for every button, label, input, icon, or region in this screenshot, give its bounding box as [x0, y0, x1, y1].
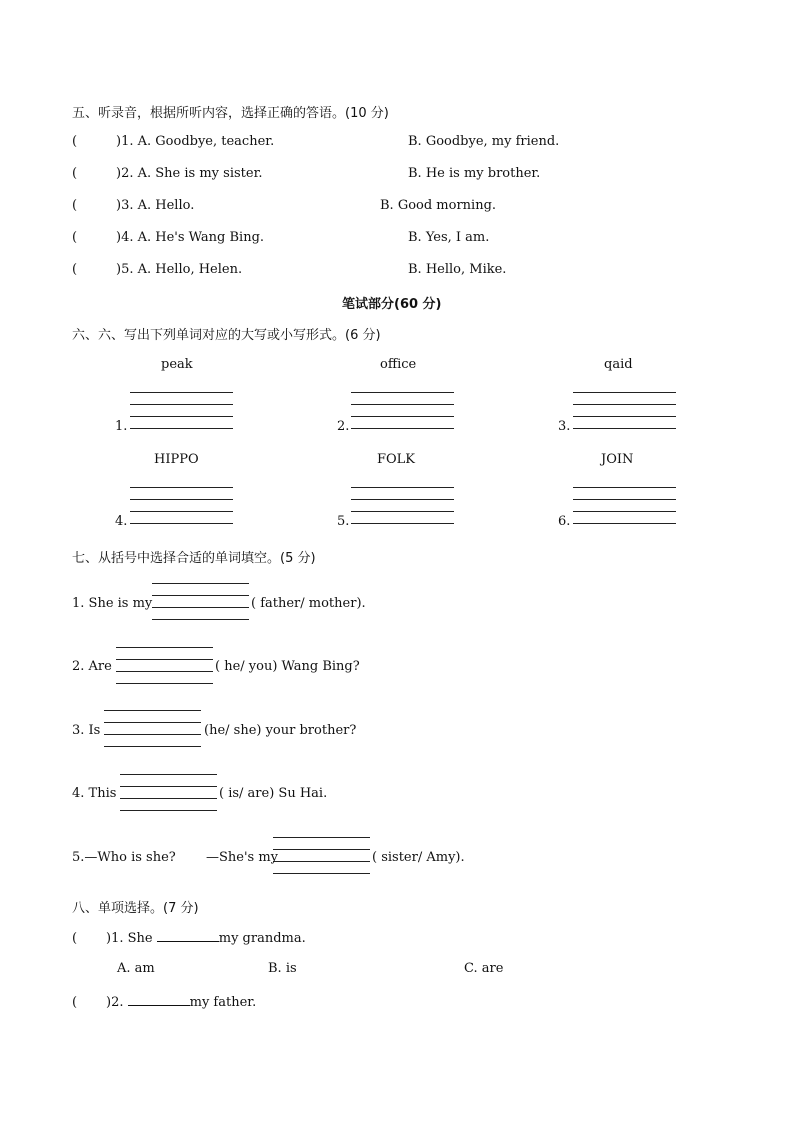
writing-line[interactable] [130, 523, 233, 524]
answer-blank[interactable] [157, 929, 219, 942]
answer-paren[interactable]: ( [72, 134, 78, 149]
writing-line [351, 487, 454, 488]
fill-blank-1-choices: ( father/ mother). [251, 596, 366, 611]
writing-line [116, 647, 213, 648]
writing-line [152, 619, 249, 620]
writing-line [130, 499, 233, 500]
writing-line[interactable] [120, 798, 217, 799]
option-a: A. Hello, Helen. [137, 262, 243, 277]
writing-line[interactable] [104, 734, 201, 735]
option-a: A. Goodbye, teacher. [137, 134, 275, 149]
item-number: 6. [558, 514, 571, 529]
item-number: )5. [116, 262, 134, 277]
fill-blank-2-text: 2. Are [72, 659, 112, 674]
writing-line [351, 511, 454, 512]
item-number: )1. [106, 931, 124, 946]
answer-paren[interactable]: ( [72, 931, 78, 946]
item-number: 2. [337, 419, 350, 434]
answer-paren[interactable]: ( [72, 198, 78, 213]
writing-line [351, 404, 454, 405]
writing-line[interactable] [130, 428, 233, 429]
word-folk: FOLK [377, 452, 416, 467]
word-hippo: HIPPO [154, 452, 199, 467]
listening-item-1 [72, 134, 274, 149]
fill-blank-5-text: —She's my [206, 850, 279, 865]
item-number: 4. [115, 514, 128, 529]
item-number: )3. [116, 198, 134, 213]
question-text: She [127, 931, 153, 946]
writing-line [573, 404, 676, 405]
option-a[interactable]: A. am [117, 961, 155, 976]
writing-line [351, 416, 454, 417]
section5-heading: 五、听录音，根据所听内容，选择正确的答语。(10 分) [72, 106, 389, 121]
writing-line [116, 683, 213, 684]
word-join: JOIN [601, 452, 634, 467]
option-a: A. She is my sister. [137, 166, 263, 181]
writing-line [130, 487, 233, 488]
answer-paren[interactable]: ( [72, 230, 78, 245]
item-number: 3. [558, 419, 571, 434]
writing-line [116, 659, 213, 660]
listening-item-4 [72, 230, 264, 245]
writing-line [120, 810, 217, 811]
written-part-title: 笔试部分(60 分) [342, 297, 442, 312]
writing-line [273, 837, 370, 838]
writing-line[interactable] [116, 671, 213, 672]
listening-item-3 [72, 198, 194, 213]
writing-line [104, 746, 201, 747]
writing-line [573, 487, 676, 488]
section8-heading: 八、单项选择。(7 分) [72, 901, 199, 916]
writing-line [130, 404, 233, 405]
fill-blank-2-choices: ( he/ you) Wang Bing? [215, 659, 360, 674]
option-b: B. Good morning. [380, 198, 497, 213]
fill-blank-4-choices: ( is/ are) Su Hai. [219, 786, 328, 801]
fill-blank-4-text: 4. This [72, 786, 117, 801]
writing-line [273, 849, 370, 850]
writing-line[interactable] [573, 523, 676, 524]
answer-paren[interactable]: ( [72, 262, 78, 277]
fill-blank-5-question: 5.—Who is she? [72, 850, 176, 865]
item-number: )1. [116, 134, 134, 149]
writing-line[interactable] [573, 428, 676, 429]
writing-line[interactable] [152, 607, 249, 608]
option-b: B. Hello, Mike. [408, 262, 507, 277]
section7-heading: 七、从括号中选择合适的单词填空。(5 分) [72, 551, 316, 566]
item-number: 1. [115, 419, 128, 434]
question-text: my father. [189, 995, 257, 1010]
writing-line [130, 416, 233, 417]
writing-line [573, 392, 676, 393]
writing-line [120, 774, 217, 775]
word-office: office [380, 357, 417, 372]
choice-question-1 [72, 929, 306, 946]
writing-line [104, 722, 201, 723]
option-b[interactable]: B. is [268, 961, 297, 976]
writing-line [573, 511, 676, 512]
option-b: B. He is my brother. [408, 166, 541, 181]
choice-question-2 [72, 993, 256, 1010]
writing-line[interactable] [273, 861, 370, 862]
word-peak: peak [161, 357, 193, 372]
option-b: B. Yes, I am. [408, 230, 490, 245]
fill-blank-3-choices: (he/ she) your brother? [204, 723, 357, 738]
writing-line [152, 583, 249, 584]
writing-line [573, 416, 676, 417]
answer-blank[interactable] [128, 993, 190, 1006]
item-number: )4. [116, 230, 134, 245]
fill-blank-5-choices: ( sister/ Amy). [372, 850, 465, 865]
writing-line [104, 710, 201, 711]
option-a: A. He's Wang Bing. [137, 230, 265, 245]
writing-line [130, 511, 233, 512]
option-b: B. Goodbye, my friend. [408, 134, 560, 149]
writing-line [130, 392, 233, 393]
writing-line [351, 499, 454, 500]
writing-line[interactable] [351, 428, 454, 429]
writing-line [573, 499, 676, 500]
question-text: my grandma. [218, 931, 306, 946]
listening-item-5 [72, 262, 242, 277]
option-c[interactable]: C. are [464, 961, 504, 976]
item-number: )2. [106, 995, 124, 1010]
section6-heading: 六、六、写出下列单词对应的大写或小写形式。(6 分) [72, 328, 381, 343]
item-number: )2. [116, 166, 134, 181]
item-number: 5. [337, 514, 350, 529]
writing-line [351, 392, 454, 393]
answer-paren[interactable]: ( [72, 166, 78, 181]
writing-line [120, 786, 217, 787]
word-qaid: qaid [604, 357, 633, 372]
writing-line [273, 873, 370, 874]
writing-line [152, 595, 249, 596]
writing-line[interactable] [351, 523, 454, 524]
fill-blank-1-text: 1. She is my [72, 596, 153, 611]
fill-blank-3-text: 3. Is [72, 723, 101, 738]
listening-item-2 [72, 166, 262, 181]
answer-paren[interactable]: ( [72, 995, 78, 1010]
option-a: A. Hello. [137, 198, 195, 213]
